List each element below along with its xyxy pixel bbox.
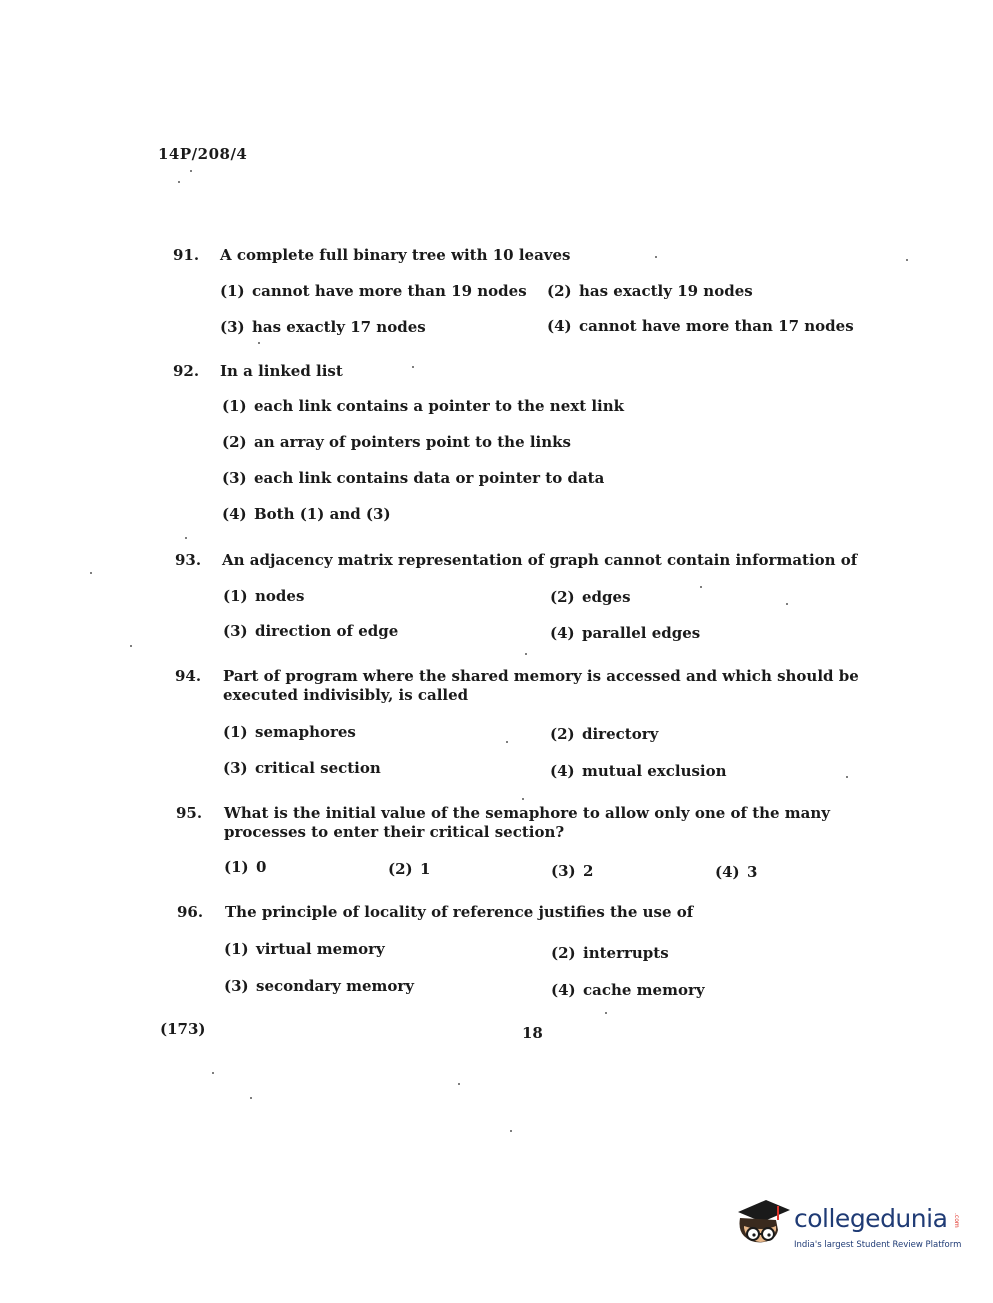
option-1: (1) each link contains a pointer to the next link <box>222 397 625 415</box>
speck <box>700 586 702 588</box>
speck <box>212 1072 214 1074</box>
question-text: An adjacency matrix representation of graph cannot contain information of <box>222 551 858 569</box>
speck <box>655 256 657 258</box>
question-text: Part of program where the shared memory is accessed and which should be executed indivisibly, is called <box>223 667 859 704</box>
speck <box>522 798 524 800</box>
option-1: (1) 0 <box>224 858 267 876</box>
speck <box>412 366 414 368</box>
speck <box>786 603 788 605</box>
collegedunia-logo <box>732 1196 962 1260</box>
question-number: 93. <box>175 551 202 569</box>
speck <box>258 342 260 344</box>
option-2: (2) edges <box>550 588 631 606</box>
speck <box>178 181 180 183</box>
option-2: (2) an array of pointers point to the links <box>222 433 571 451</box>
page-number: 18 <box>522 1024 543 1042</box>
question-number: 91. <box>173 246 200 264</box>
option-1: (1) virtual memory <box>224 940 385 958</box>
logo-wordmark: collegedunia <box>794 1204 948 1233</box>
question-number: 95. <box>176 804 203 822</box>
option-1: (1) nodes <box>223 587 305 605</box>
speck <box>130 645 132 647</box>
question-text: The principle of locality of reference justifies the use of <box>225 903 694 921</box>
speck <box>846 776 848 778</box>
speck <box>506 741 508 743</box>
question-text: What is the initial value of the semaphore to allow only one of the many processes to enter their critical section? <box>224 804 831 841</box>
option-4: (4) cache memory <box>551 981 705 999</box>
speck <box>90 572 92 574</box>
option-3: (3) each link contains data or pointer to data <box>222 469 605 487</box>
option-2: (2) has exactly 19 nodes <box>547 282 753 300</box>
option-3: (3) direction of edge <box>223 622 399 640</box>
option-4: (4) mutual exclusion <box>550 762 727 780</box>
option-1: (1) cannot have more than 19 nodes <box>220 282 527 300</box>
question-text: A complete full binary tree with 10 leaves <box>220 246 571 264</box>
student-mascot-icon <box>732 1196 794 1260</box>
logo-suffix: .com <box>953 1213 960 1228</box>
speck <box>190 170 192 172</box>
option-3: (3) 2 <box>551 862 594 880</box>
option-3: (3) critical section <box>223 759 381 777</box>
option-2: (2) 1 <box>388 860 431 878</box>
question-number: 92. <box>173 362 200 380</box>
option-4: (4) Both (1) and (3) <box>222 505 391 523</box>
question-text: In a linked list <box>220 362 343 380</box>
logo-tagline: India's largest Student Review Platform <box>794 1240 962 1250</box>
speck <box>185 537 187 539</box>
option-2: (2) interrupts <box>551 944 669 962</box>
option-2: (2) directory <box>550 725 659 743</box>
speck <box>525 653 527 655</box>
option-3: (3) has exactly 17 nodes <box>220 318 426 336</box>
speck <box>906 259 908 261</box>
speck <box>250 1097 252 1099</box>
question-number: 96. <box>177 903 204 921</box>
option-4: (4) cannot have more than 17 nodes <box>547 317 854 335</box>
option-4: (4) 3 <box>715 863 758 881</box>
paper-code: 14P/208/4 <box>158 145 248 163</box>
option-1: (1) semaphores <box>223 723 356 741</box>
footer-code: (173) <box>160 1020 206 1038</box>
speck <box>605 1012 607 1014</box>
question-number: 94. <box>175 667 202 685</box>
speck <box>458 1083 460 1085</box>
speck <box>510 1130 512 1132</box>
option-3: (3) secondary memory <box>224 977 414 995</box>
option-4: (4) parallel edges <box>550 624 701 642</box>
